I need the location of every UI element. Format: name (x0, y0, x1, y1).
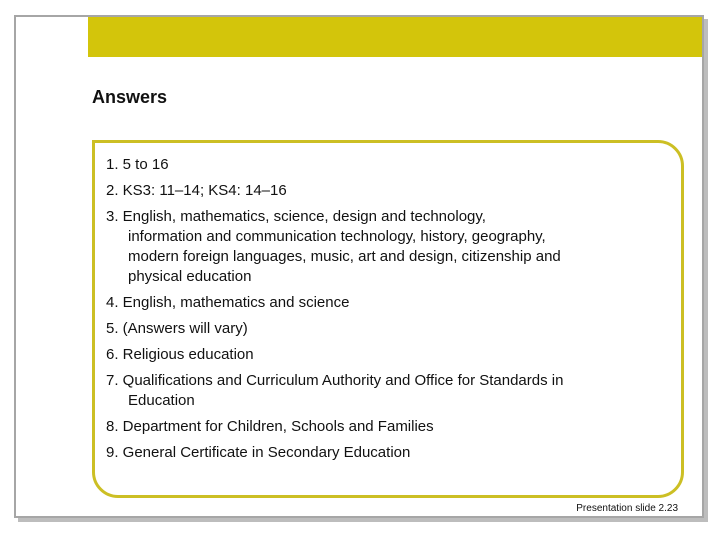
accent-bar (88, 17, 702, 57)
slide (14, 15, 704, 518)
answer-item-3 (106, 207, 669, 287)
answer-line: physical education (128, 268, 252, 285)
answer-item-6 (106, 345, 669, 365)
answer-item-2 (106, 181, 669, 201)
answer-item-8 (106, 417, 669, 437)
answer-line: 8. Department for Children, Schools and Families (106, 418, 434, 435)
answer-line: 9. General Certificate in Secondary Education (106, 444, 411, 461)
answer-line: information and communication technology, history, geography, (128, 228, 546, 245)
answer-line: modern foreign languages, music, art and design, citizenship and (128, 248, 561, 265)
answers-box (92, 140, 684, 498)
answer-line: 2. KS3: 11–14; KS4: 14–16 (106, 182, 287, 199)
answer-line: 5. (Answers will vary) (106, 320, 248, 337)
slide-footer-label: Presentation slide 2.23 (576, 503, 678, 514)
answer-line: 3. English, mathematics, science, design and technology, (106, 208, 486, 225)
answer-item-1 (106, 155, 669, 175)
answer-line: 1. 5 to 16 (106, 156, 169, 173)
answer-item-4 (106, 293, 669, 313)
answer-line: 7. Qualifications and Curriculum Authority and Office for Standards in (106, 372, 564, 389)
answer-line: Education (128, 392, 195, 409)
answer-item-5 (106, 319, 669, 339)
answer-item-9 (106, 443, 669, 463)
answer-line: 6. Religious education (106, 346, 254, 363)
answer-line: 4. English, mathematics and science (106, 294, 350, 311)
answer-item-7 (106, 371, 669, 411)
slide-title: Answers (92, 87, 168, 107)
